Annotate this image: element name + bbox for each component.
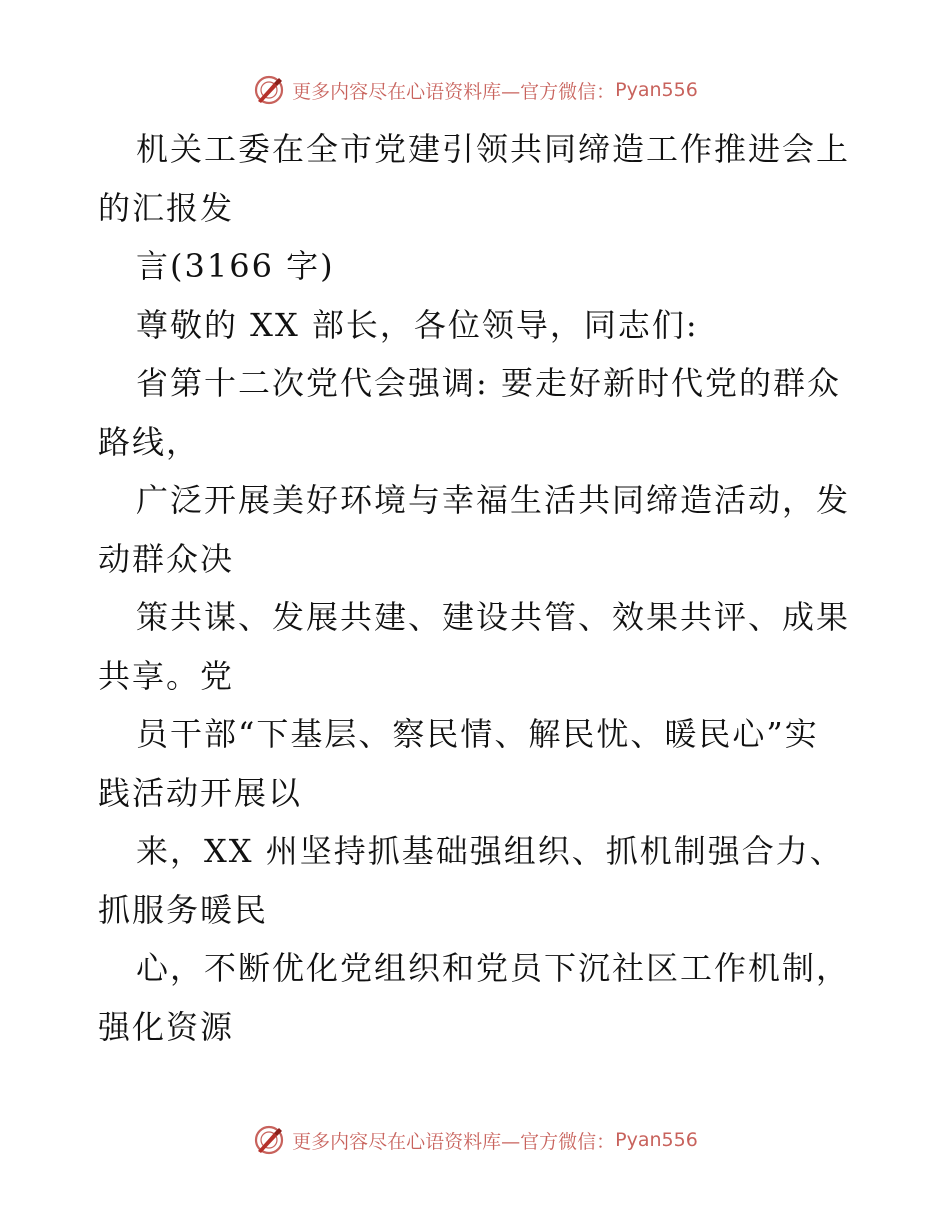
header-watermark xyxy=(0,70,950,110)
text-line: 省第十二次党代会强调: 要走好新时代党的群众 xyxy=(136,364,841,402)
text-line: 路线， xyxy=(98,422,201,461)
text-line: 动群众决 xyxy=(98,539,235,578)
text-line: 员干部“下基层、察民情、解民忧、暖民心”实 xyxy=(136,715,819,753)
text-line: 的汇报发 xyxy=(98,188,235,227)
text-line: 强化资源 xyxy=(98,1007,235,1046)
watermark-account: Pyan556 xyxy=(615,1129,698,1151)
text-line: 来，XX 州坚持抓基础强组织、抓机制强合力、 xyxy=(136,832,844,870)
watermark-text: 更多内容尽在心语资料库—官方微信： xyxy=(292,80,616,103)
text-line: 共享。党 xyxy=(98,656,235,695)
text-line: 尊敬的 XX 部长，各位领导，同志们: xyxy=(136,305,699,344)
document-body xyxy=(98,120,858,1056)
text-line: 言(3166 字) xyxy=(136,247,335,285)
watermark-account: Pyan556 xyxy=(615,79,698,101)
text-line: 心，不断优化党组织和党员下沉社区工作机制， xyxy=(136,949,851,987)
text-line: 策共谋、发展共建、建设共管、效果共评、成果 xyxy=(136,598,851,636)
watermark-text: 更多内容尽在心语资料库—官方微信： xyxy=(292,1130,616,1153)
text-line: 机关工委在全市党建引领共同缔造工作推进会上 xyxy=(136,130,851,168)
pen-logo-icon xyxy=(252,1123,286,1157)
text-line: 广泛开展美好环境与幸福生活共同缔造活动，发 xyxy=(136,481,851,519)
pen-logo-icon xyxy=(252,73,286,107)
text-line: 抓服务暖民 xyxy=(98,890,269,929)
text-line: 践活动开展以 xyxy=(98,773,303,812)
footer-watermark xyxy=(0,1120,950,1160)
